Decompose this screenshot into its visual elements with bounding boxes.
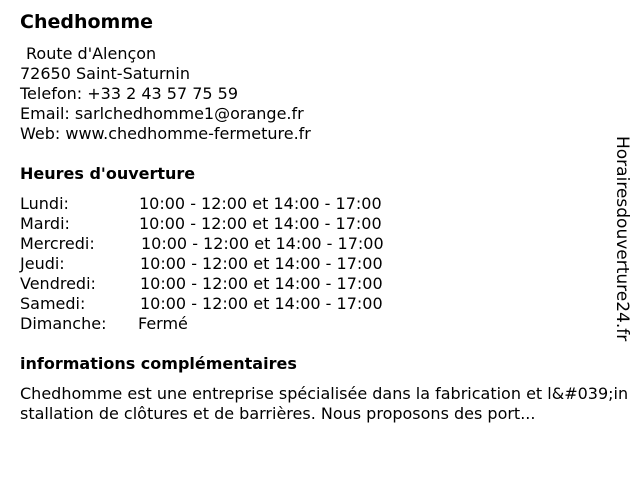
additional-info-text: Chedhomme est une entreprise spécialisée dans la fabrication et l&#039;installation de clôtures et de barrières. Nous proposons des port... [20,384,629,423]
day-label: Samedi: [20,294,86,313]
street-address: Route d'Alençon [26,44,157,63]
hours-row-mercredi [20,234,440,254]
hours-row-jeudi [20,254,440,274]
city-address: 72650 Saint-Saturnin [20,64,190,83]
day-label: Dimanche: [20,314,107,333]
hours-row-mardi [20,214,440,234]
time-value: 10:00 - 12:00 et 14:00 - 17:00 [141,234,384,253]
watermark-text: Horairesdouverture24.fr [612,136,632,342]
company-name: Chedhomme [20,11,154,33]
hours-row-vendredi [20,274,440,294]
opening-hours-heading: Heures d'ouverture [20,164,196,183]
day-label: Mardi: [20,214,70,233]
watermark [610,136,634,346]
hours-row-samedi [20,294,440,314]
time-value: 10:00 - 12:00 et 14:00 - 17:00 [140,294,383,313]
phone-line: Telefon: +33 2 43 57 75 59 [20,84,239,103]
day-label: Lundi: [20,194,69,213]
time-value: 10:00 - 12:00 et 14:00 - 17:00 [140,254,383,273]
email-line: Email: sarlchedhomme1@orange.fr [20,104,304,123]
day-label: Vendredi: [20,274,96,293]
web-line: Web: www.chedhomme-fermeture.fr [20,124,311,143]
additional-info-heading: informations complémentaires [20,354,297,373]
time-value: Fermé [138,314,188,333]
time-value: 10:00 - 12:00 et 14:00 - 17:00 [139,194,382,213]
hours-row-lundi [20,194,440,214]
opening-hours-table [20,194,440,334]
day-label: Jeudi: [20,254,65,273]
time-value: 10:00 - 12:00 et 14:00 - 17:00 [140,274,383,293]
day-label: Mercredi: [20,234,95,253]
time-value: 10:00 - 12:00 et 14:00 - 17:00 [139,214,382,233]
address-block [20,44,311,144]
hours-row-dimanche [20,314,440,334]
